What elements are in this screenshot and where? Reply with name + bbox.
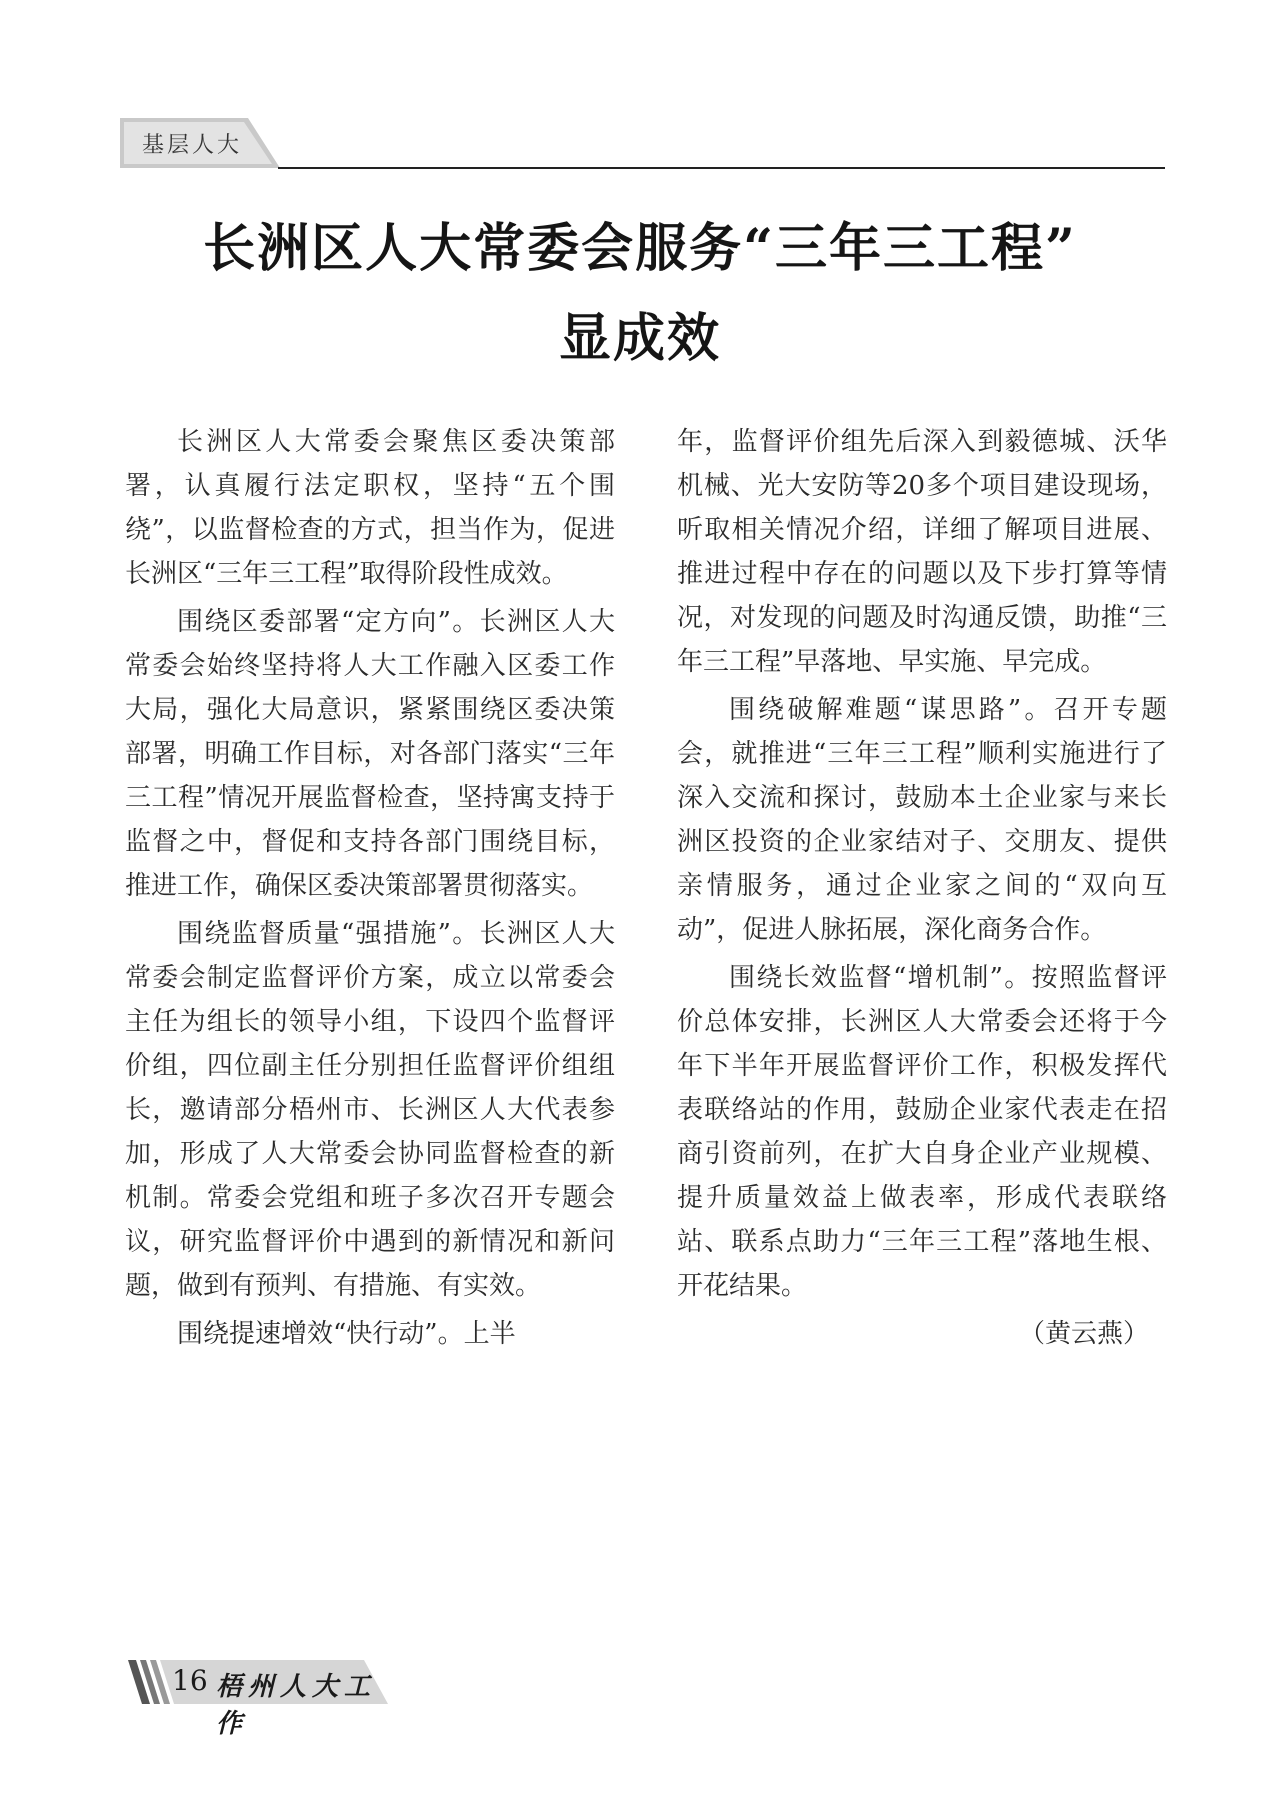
article-title-line-2: 显成效	[558, 308, 721, 369]
right-column	[677, 420, 1167, 1356]
paragraph: 围绕监督质量“强措施”。长洲区人大常委会制定监督评价方案，成立以常委会主任为组长的领导小组，下设四个监督评价组，四位副主任分别担任监督评价组组长，邀请部分梧州市、长洲区人大代表参加，形成了人大常委会协同监督检查的新机制。常委会党组和班子多次召开专题会议，研究监督评价中遇到的新情况和新问题，做到有预判、有措施、有实效。	[125, 919, 615, 1301]
page-footer	[128, 1660, 393, 1739]
left-column	[125, 420, 615, 1356]
publication-name: 梧州人大工作	[216, 1672, 377, 1739]
author-byline: （黄云燕）	[1018, 1319, 1149, 1349]
page-number: 16	[172, 1664, 208, 1697]
header-rule	[278, 167, 1165, 169]
paragraph: 围绕长效监督“增机制”。按照监督评价总体安排，长洲区人大常委会还将于今年下半年开展监督评价工作，积极发挥代表联络站的作用，鼓励企业家代表走在招商引资前列，在扩大自身企业产业规模、提升质量效益上做表率，形成代表联络站、联系点助力“三年三工程”落地生根、开花结果。	[677, 963, 1167, 1301]
paragraph: 围绕提速增效“快行动”。上半	[177, 1319, 516, 1349]
article-title-line-1: 长洲区人大常委会服务“三年三工程”	[203, 218, 1077, 279]
paragraph: 围绕破解难题“谋思路”。召开专题会，就推进“三年三工程”顺利实施进行了深入交流和探讨，鼓励本土企业家与来长洲区投资的企业家结对子、交朋友、提供亲情服务，通过企业家之间的“双向互动”，促进人脉拓展，深化商务合作。	[677, 695, 1167, 945]
paragraph-continuation: 年，监督评价组先后深入到毅德城、沃华机械、光大安防等20多个项目建设现场，听取相关情况介绍，详细了解项目进展、推进过程中存在的问题以及下步打算等情况，对发现的问题及时沟通反馈，助推“三年三工程”早落地、早实施、早完成。	[677, 427, 1167, 677]
paragraph: 长洲区人大常委会聚焦区委决策部署，认真履行法定职权，坚持“五个围绕”，以监督检查的方式，担当作为，促进长洲区“三年三工程”取得阶段性成效。	[125, 427, 615, 589]
section-tab	[120, 118, 282, 170]
paragraph: 围绕区委部署“定方向”。长洲区人大常委会始终坚持将人大工作融入区委工作大局，强化大局意识，紧紧围绕区委决策部署，明确工作目标，对各部门落实“三年三工程”情况开展监督检查，坚持寓支持于监督之中，督促和支持各部门围绕目标，推进工作，确保区委决策部署贯彻落实。	[125, 607, 615, 901]
section-label: 基层人大	[142, 133, 243, 158]
